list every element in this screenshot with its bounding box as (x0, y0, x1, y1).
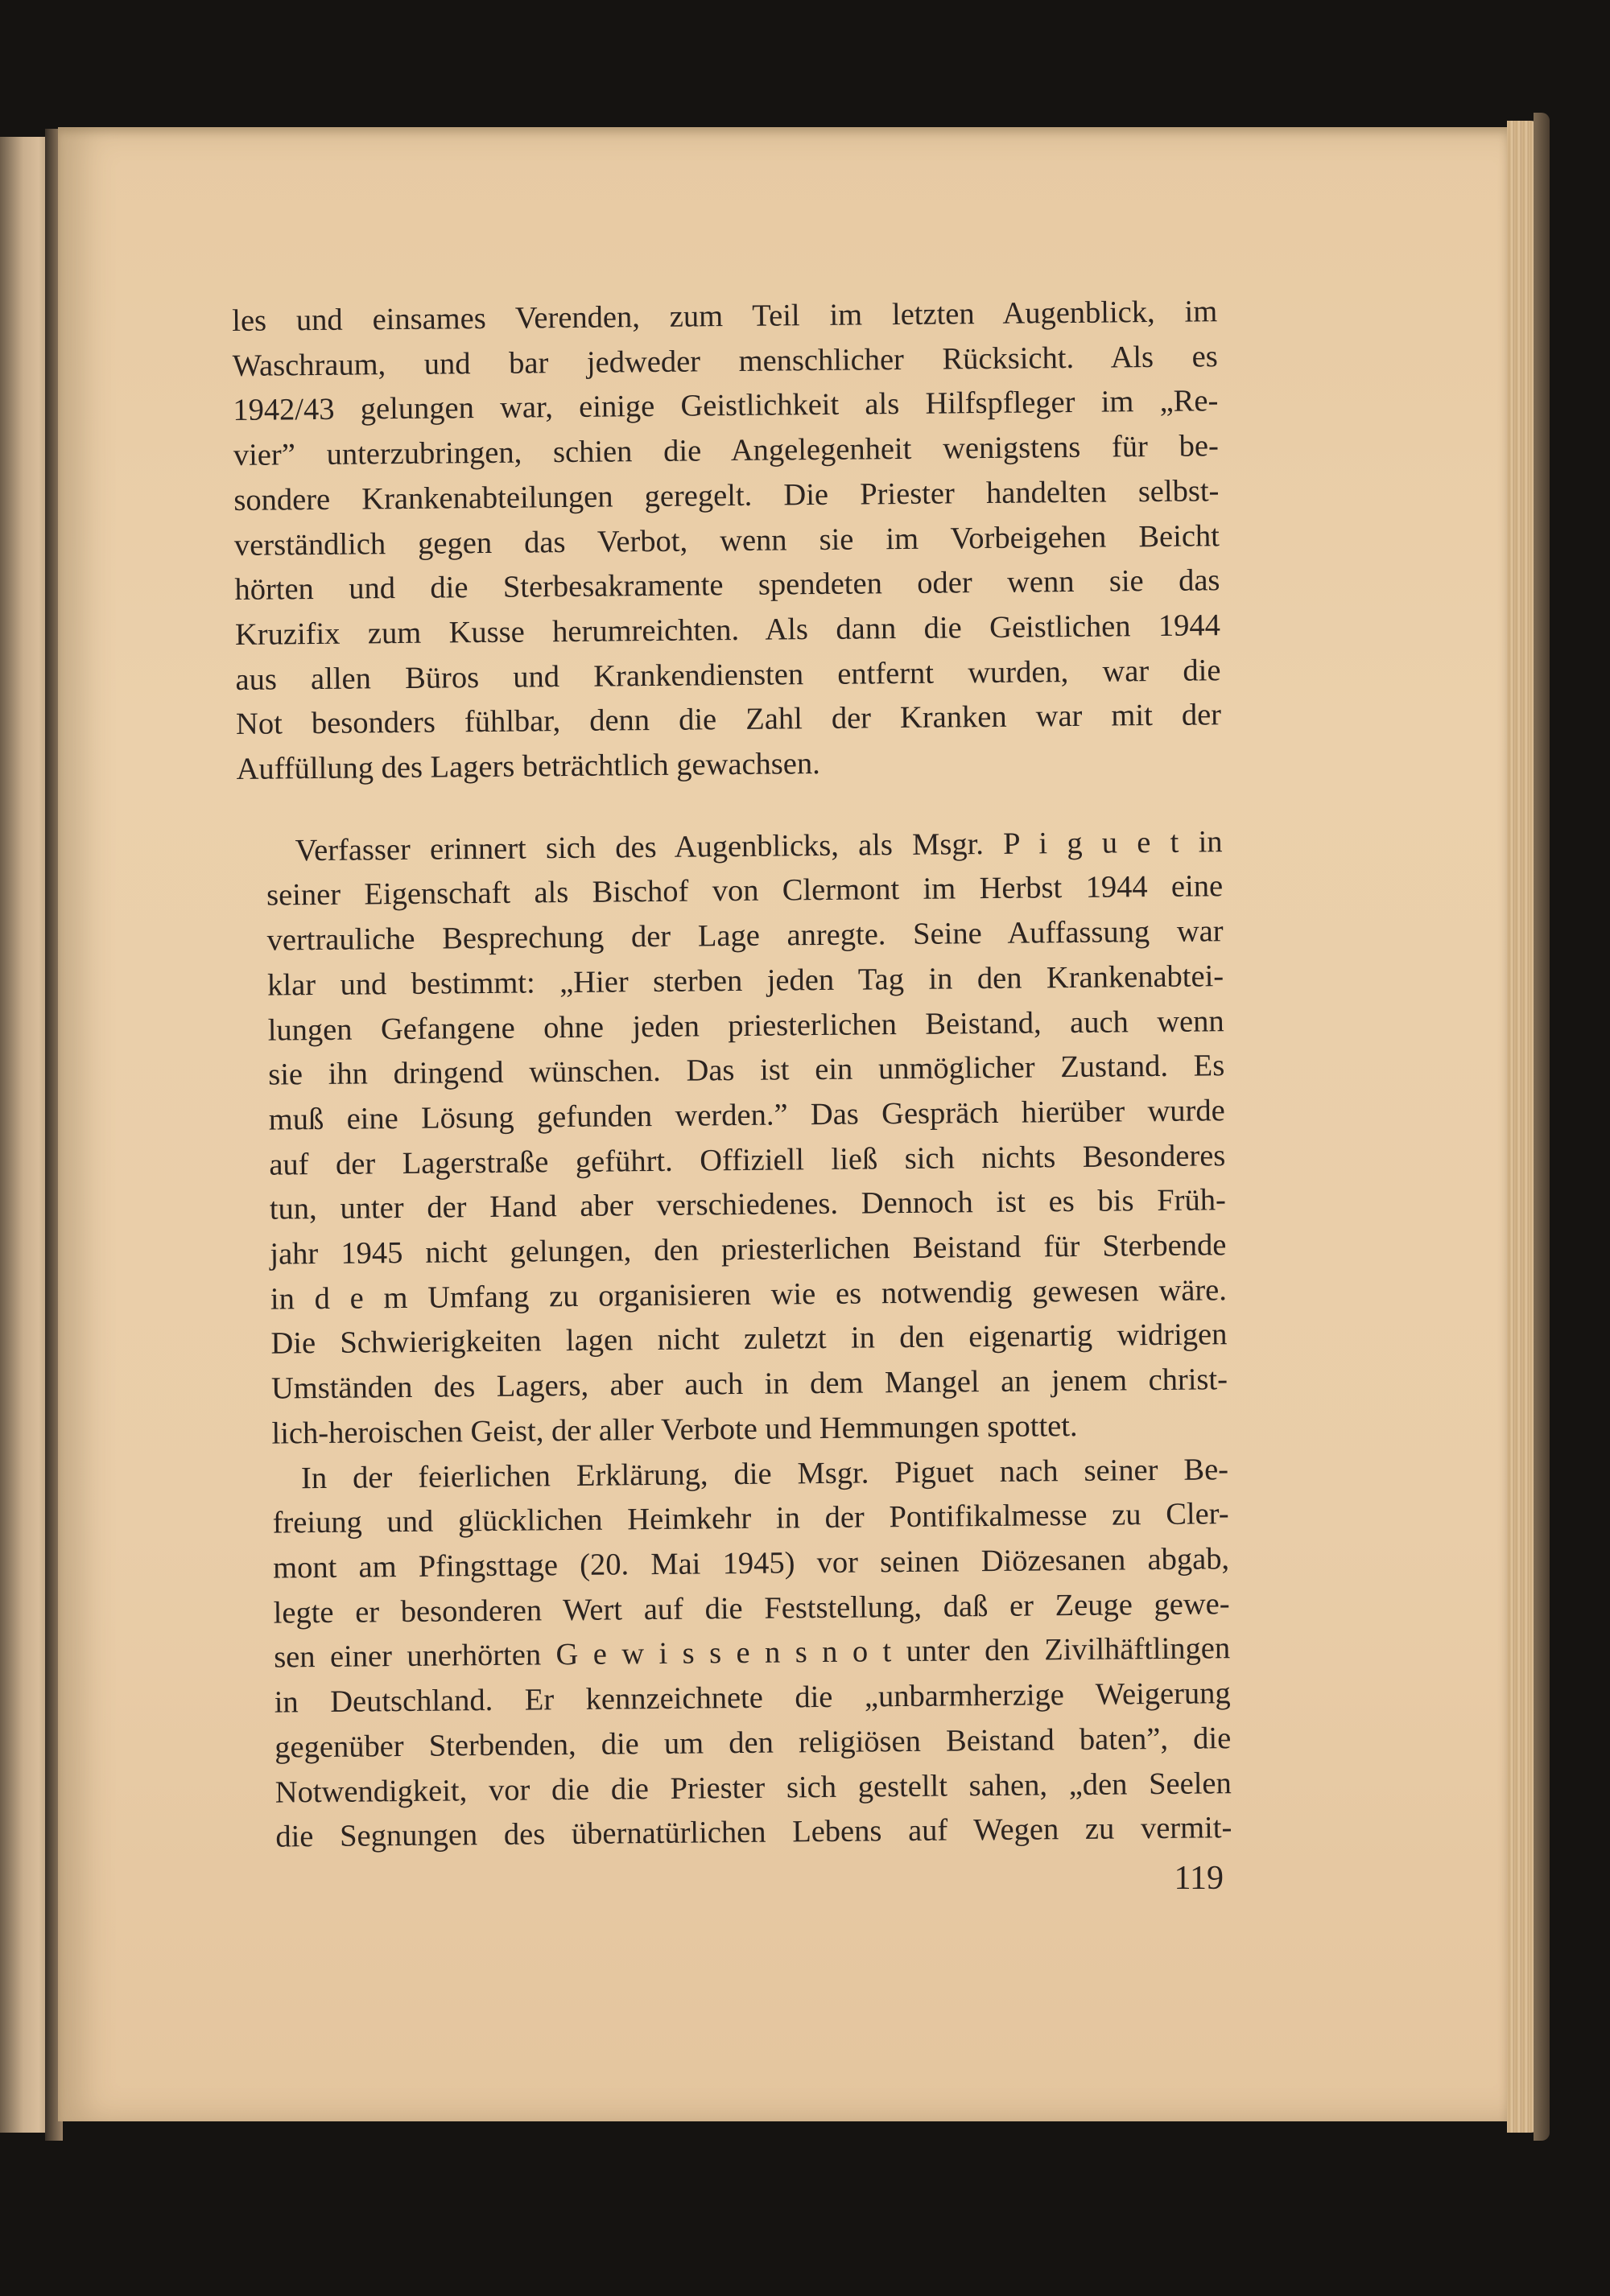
text-line: Waschraum, und bar jedweder menschlicher Rücksicht. Als es (232, 339, 1218, 383)
text-line: Not besonders fühlbar, denn die Zahl der Kranken war mit der (235, 698, 1222, 742)
text-line: Verfasser erinnert sich des Augenblicks, als Msgr. P i g u e t in (295, 824, 1223, 868)
text-line: Notwendigkeit, vor die die Priester sich gestellt sahen, „den Seelen (275, 1766, 1232, 1810)
text-line: verständlich gegen das Verbot, wenn sie im Vorbeigehen Beicht (233, 518, 1220, 563)
text-line: freiung und glücklichen Heimkehr in der Pontifikalmesse zu Cler- (272, 1497, 1229, 1540)
text-line: jahr 1945 nicht gelungen, den priesterlichen Beistand für Sterbende (270, 1228, 1227, 1272)
text-line: vertrauliche Besprechung der Lage anregte. Seine Auffassung war (266, 914, 1224, 958)
text-line: sie ihn dringend wünschen. Das ist ein unmöglicher Zustand. Es (268, 1049, 1225, 1092)
text-line: die Segnungen des übernatürlichen Lebens auf Wegen zu vermit- (275, 1811, 1232, 1854)
text-line: klar und bestimmt: „Hier sterben jeden Tag in den Krankenabtei- (266, 959, 1224, 1003)
left-page-edge (0, 137, 52, 2133)
text-line: lich-heroischen Geist, der aller Verbote und Hemmungen spottet. (271, 1408, 1078, 1451)
text-line: Die Schwierigkeiten lagen nicht zuletzt in den eigenartig widrigen (270, 1317, 1228, 1362)
book-cover-edge (1534, 113, 1550, 2141)
text-line: gegenüber Sterbenden, die um den religiösen Beistand baten”, die (275, 1721, 1232, 1765)
text-line: hörten und die Sterbesakramente spendeten oder wenn sie das (234, 563, 1220, 608)
text-line: lungen Gefangene ohne jeden priesterlichen Beistand, auch wenn (267, 1004, 1224, 1048)
text-line: muß eine Lösung gefunden werden.” Das Gespräch hierüber wurde (268, 1094, 1225, 1137)
text-line: Kruzifix zum Kusse herumreichten. Als dann die Geistlichen 1944 (234, 608, 1221, 652)
text-line: in d e m Umfang zu organisieren wie es notwendig gewesen wäre. (270, 1272, 1228, 1317)
text-line: Auffüllung des Lagers beträchtlich gewachsen. (236, 747, 820, 787)
paragraph-3 (243, 1448, 1232, 1861)
text-line: seiner Eigenschaft als Bischof von Clermont im Herbst 1944 eine (266, 869, 1224, 913)
page-number: 119 (1174, 1860, 1224, 1897)
text-line: in Deutschland. Er kennzeichnete die „unbarmherzige Weigerung (274, 1676, 1231, 1720)
text-line: auf der Lagerstraße geführt. Offiziell ließ sich nichts Besonderes (269, 1138, 1226, 1182)
paragraph-2 (237, 820, 1228, 1457)
text-line: aus allen Büros und Krankendiensten entfernt wurden, war die (235, 653, 1221, 697)
text-line: vier” unterzubringen, schien die Angelegenheit wenigstens für be- (233, 429, 1220, 473)
text-line: sen einer unerhörten G e w i s s e n s n o t unter den Zivilhäftlingen (274, 1631, 1231, 1675)
text-line: 1942/43 gelungen war, einige Geistlichkeit als Hilfspfleger im „Re- (233, 384, 1219, 428)
text-line: legte er besonderen Wert auf die Feststellung, daß er Zeuge gewe- (273, 1586, 1230, 1630)
paragraph-1 (232, 290, 1222, 792)
text-line: Umständen des Lagers, aber auch in dem Mangel an jenem christ- (270, 1362, 1228, 1406)
text-line: In der feierlichen Erklärung, die Msgr. Piguet nach seiner Be- (300, 1452, 1229, 1495)
text-line: tun, unter der Hand aber verschiedenes. Dennoch ist es bis Früh- (269, 1183, 1227, 1226)
text-line: sondere Krankenabteilungen geregelt. Die Priester handelten selbst- (233, 474, 1220, 517)
body-text (232, 290, 1232, 1861)
text-line: les und einsames Verenden, zum Teil im letzten Augenblick, im (232, 295, 1218, 338)
text-line: mont am Pfingsttage (20. Mai 1945) vor seinen Diözesanen abgab, (272, 1542, 1230, 1585)
